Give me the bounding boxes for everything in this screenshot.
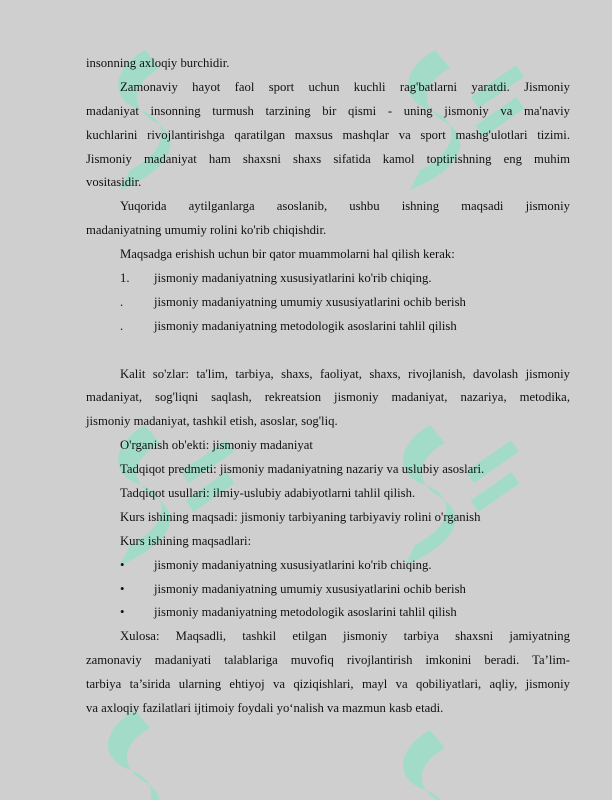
bullet-marker: • bbox=[120, 557, 125, 572]
bullet-marker: • bbox=[120, 605, 125, 620]
paragraph-line: Xulosa: Maqsadli, tashkil etilgan jismoniy tarbiya shaxsni jamiyatning bbox=[120, 629, 570, 644]
text-line: insonning axloqiy burchidir. bbox=[86, 56, 230, 70]
list-marker: . bbox=[120, 318, 124, 333]
paragraph-line: jismoniy madaniyat, tashkil etish, asoslar, sog'liq. bbox=[86, 414, 338, 429]
task-item bbox=[86, 267, 570, 291]
list-text: jismoniy madaniyatning xususiyatlarini ko'rib chiqing. bbox=[154, 557, 432, 572]
list-marker: . bbox=[120, 294, 124, 309]
paragraph-line: Tadqiqot usullari: ilmiy-uslubiy adabiyotlarni tahlil qilish. bbox=[120, 486, 416, 501]
paragraph-line: kuchlarini rivojlantirishga qaratilgan maxsus mashqlar va sport mashg'ulotlari tizimi. bbox=[86, 127, 570, 142]
list-marker: 1. bbox=[120, 271, 130, 286]
paragraph-line: Jismoniy madaniyat ham shaxsni shaxs sifatida kamol toptirishning eng muhim bbox=[86, 151, 570, 166]
bullet-marker: • bbox=[120, 581, 125, 596]
list-text: jismoniy madaniyatning metodologik asoslarini tahlil qilish bbox=[154, 605, 457, 620]
paragraph-line: vositasidir. bbox=[86, 175, 142, 190]
paragraph-line: Kurs ishining maqsadi: jismoniy tarbiyaning tarbiyaviy rolini o'rganish bbox=[120, 509, 481, 524]
list-text: jismoniy madaniyatning metodologik asoslarini tahlil qilish bbox=[154, 318, 457, 333]
paragraph-line: tarbiya ta’sirida ularning ehtiyoj va qiziqishlari, mayl va qobiliyatlari, aqliy, jismoniy bbox=[86, 677, 570, 692]
task-item bbox=[86, 315, 570, 339]
paragraph-line: Maqsadga erishish uchun bir qator muammolarni hal qilish kerak: bbox=[120, 247, 455, 262]
list-text: jismoniy madaniyatning umumiy xususiyatlarini ochib berish bbox=[154, 294, 466, 309]
bullet-item bbox=[86, 601, 570, 625]
paragraph-line: Yuqorida aytilganlarga asoslanib, ushbu ishning maqsadi jismoniy bbox=[120, 199, 570, 214]
body-text bbox=[86, 52, 570, 721]
bullet-item bbox=[86, 578, 570, 602]
paragraph-line: Kalit so'zlar: ta'lim, tarbiya, shaxs, faoliyat, shaxs, rivojlanish, davolash jismoniy bbox=[120, 366, 570, 381]
bullet-item bbox=[86, 554, 570, 578]
paragraph-line: va axloqiy fazilatlari ijtimoiy foydali yo‘nalish va mazmun kasb etadi. bbox=[86, 701, 444, 716]
watermark-logo-icon bbox=[375, 720, 485, 800]
paragraph-line: Zamonaviy hayot faol sport uchun kuchli rag'batlarni yaratdi. Jismoniy bbox=[120, 79, 570, 94]
paragraph-line: madaniyat insonning turmush tarzining bir qismi - uning jismoniy va ma'naviy bbox=[86, 103, 570, 118]
paragraph-line: madaniyat, sog'liqni saqlash, rekreatsion jismoniy madaniyat, nazariya, metodika, bbox=[86, 390, 570, 405]
task-item bbox=[86, 291, 570, 315]
paragraph-line: Kurs ishining maqsadlari: bbox=[120, 533, 252, 548]
list-text: jismoniy madaniyatning umumiy xususiyatlarini ochib berish bbox=[154, 581, 466, 596]
spacer bbox=[86, 339, 570, 363]
paragraph-line: Tadqiqot predmeti: jismoniy madaniyatning nazariy va uslubiy asoslari. bbox=[120, 462, 485, 477]
list-text: jismoniy madaniyatning xususiyatlarini ko'rib chiqing. bbox=[154, 271, 432, 286]
paragraph-line: madaniyatning umumiy rolini ko'rib chiqishdir. bbox=[86, 223, 327, 238]
paragraph-line: zamonaviy madaniyati talablariga muvofiq rivojlantirish imkonini beradi. Ta’lim- bbox=[86, 653, 570, 668]
paragraph-line: O'rganish ob'ekti: jismoniy madaniyat bbox=[120, 438, 313, 453]
